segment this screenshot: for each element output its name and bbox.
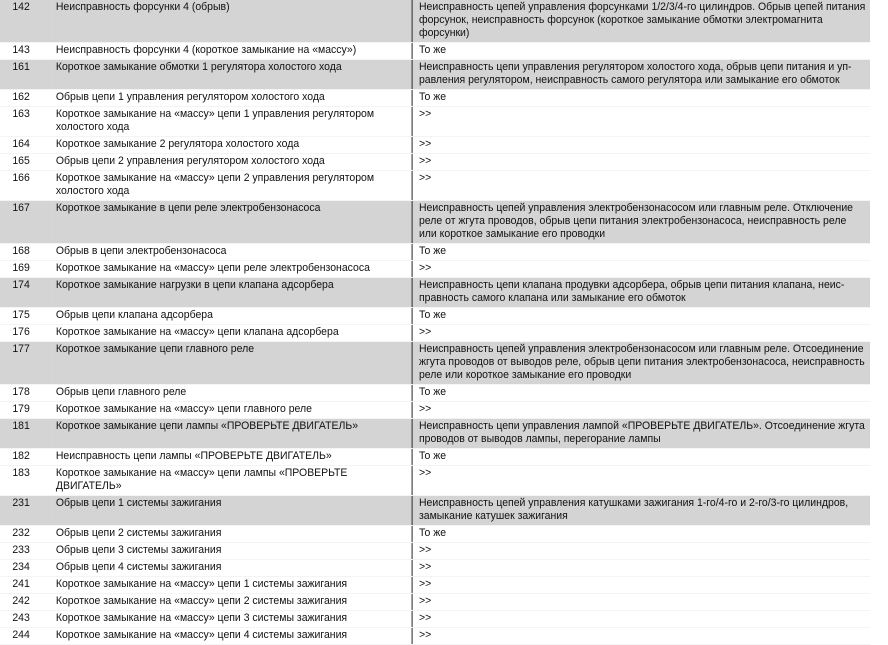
fault-description-cell: Неисправность цепи лампы «ПРОВЕРЬТЕ ДВИГАТЕЛЬ» [52,449,412,466]
probable-cause-cell: Неисправность цепей управления катушками зажигания 1-го/4-го и 2-го/3-го цилиндров, замыкание катушек зажигания [412,496,871,526]
fault-code-cell: 231 [0,496,52,526]
fault-description-cell: Короткое замыкание на «массу» цепи 1 управления регулятором холостого хода [52,107,412,137]
fault-description-cell: Короткое замыкание на «массу» цепи реле электробензонасоса [52,261,412,278]
table-row [0,611,870,628]
fault-code-cell: 165 [0,154,52,171]
fault-code-cell: 244 [0,628,52,645]
probable-cause-cell: >> [412,628,871,645]
fault-description-cell: Неисправность форсунки 4 (обрыв) [52,0,412,43]
fault-code-cell: 242 [0,594,52,611]
table-row [0,577,870,594]
fault-code-cell: 234 [0,560,52,577]
fault-description-cell: Обрыв цепи 4 системы зажигания [52,560,412,577]
table-row [0,0,870,43]
probable-cause-cell: То же [412,244,871,261]
probable-cause-cell: То же [412,308,871,325]
fault-description-cell: Короткое замыкание на «массу» цепи клапана адсорбера [52,325,412,342]
fault-code-cell: 241 [0,577,52,594]
table-row [0,201,870,244]
table-row [0,543,870,560]
fault-code-cell: 174 [0,278,52,308]
fault-code-cell: 183 [0,466,52,496]
fault-code-cell: 233 [0,543,52,560]
probable-cause-cell: Неисправность цепей управления форсунками 1/2/3/4-го цилиндров. Обрыв цепей питания форсунок, неисправность форсунок (короткое замыкание обмотки электромагнита форсунки) [412,0,871,43]
table-row [0,244,870,261]
probable-cause-cell: Неисправность цепи клапана продувки адсорбера, обрыв цепи питания клапана, неисправность самого клапана или замыкание его обмоток [412,278,871,308]
table-row [0,560,870,577]
fault-code-cell: 166 [0,171,52,201]
table-row [0,628,870,645]
fault-code-cell: 243 [0,611,52,628]
fault-description-cell: Короткое замыкание в цепи реле электробензонасоса [52,201,412,244]
probable-cause-cell: >> [412,325,871,342]
probable-cause-cell: Неисправность цепей управления электробензонасосом или главным реле. Отсоединение жгута проводов от выводов реле, обрыв цепи питания электробензонасоса, неисправность реле или короткое замыкание его проводки [412,342,871,385]
fault-code-cell: 232 [0,526,52,543]
fault-description-cell: Обрыв цепи 1 системы зажигания [52,496,412,526]
table-row [0,90,870,107]
fault-description-cell: Обрыв цепи главного реле [52,385,412,402]
fault-description-cell: Обрыв цепи 2 системы зажигания [52,526,412,543]
fault-description-cell: Короткое замыкание на «массу» цепи 2 управления регулятором холостого хода [52,171,412,201]
fault-code-cell: 177 [0,342,52,385]
fault-description-cell: Обрыв цепи 2 управления регулятором холостого хода [52,154,412,171]
fault-code-cell: 164 [0,137,52,154]
fault-code-cell: 178 [0,385,52,402]
probable-cause-cell: То же [412,385,871,402]
table-row [0,342,870,385]
table-row [0,154,870,171]
fault-description-cell: Короткое замыкание на «массу» цепи главного реле [52,402,412,419]
table-row [0,137,870,154]
table-row [0,107,870,137]
fault-description-cell: Обрыв цепи клапана адсорбера [52,308,412,325]
table-row [0,449,870,466]
table-row [0,594,870,611]
probable-cause-cell: >> [412,466,871,496]
table-row [0,171,870,201]
probable-cause-cell: >> [412,154,871,171]
fault-code-cell: 143 [0,43,52,60]
probable-cause-cell: То же [412,90,871,107]
probable-cause-cell: То же [412,526,871,543]
table-row [0,60,870,90]
probable-cause-cell: То же [412,449,871,466]
probable-cause-cell: То же [412,43,871,60]
fault-code-cell: 181 [0,419,52,449]
fault-code-cell: 163 [0,107,52,137]
table-row [0,261,870,278]
probable-cause-cell: >> [412,171,871,201]
table-row [0,419,870,449]
fault-code-cell: 161 [0,60,52,90]
fault-code-cell: 169 [0,261,52,278]
fault-description-cell: Короткое замыкание обмотки 1 регулятора холостого хода [52,60,412,90]
fault-description-cell: Короткое замыкание на «массу» цепи 1 системы зажигания [52,577,412,594]
table-row [0,466,870,496]
probable-cause-cell: >> [412,137,871,154]
probable-cause-cell: >> [412,402,871,419]
fault-code-cell: 142 [0,0,52,43]
fault-description-cell: Короткое замыкание на «массу» цепи 4 системы зажигания [52,628,412,645]
table-row [0,526,870,543]
fault-code-cell: 175 [0,308,52,325]
fault-description-cell: Обрыв в цепи электробензонасоса [52,244,412,261]
probable-cause-cell: >> [412,107,871,137]
fault-code-cell: 176 [0,325,52,342]
table-row [0,496,870,526]
probable-cause-cell: Неисправность цепи управления регулятором холостого хода, обрыв цепи питания и управления регулятором, неисправность самого регулятора или замыкание его обмоток [412,60,871,90]
table-row [0,402,870,419]
probable-cause-cell: >> [412,594,871,611]
probable-cause-cell: Неисправность цепи управления лампой «ПРОВЕРЬТЕ ДВИГАТЕЛЬ». Отсоединение жгута проводов от выводов лампы, перегорание лампы [412,419,871,449]
fault-code-cell: 162 [0,90,52,107]
fault-description-cell: Короткое замыкание 2 регулятора холостого хода [52,137,412,154]
probable-cause-cell: >> [412,611,871,628]
fault-description-cell: Короткое замыкание цепи главного реле [52,342,412,385]
fault-description-cell: Короткое замыкание на «массу» цепи лампы «ПРОВЕРЬТЕ ДВИГАТЕЛЬ» [52,466,412,496]
fault-description-cell: Короткое замыкание на «массу» цепи 2 системы зажигания [52,594,412,611]
fault-code-cell: 179 [0,402,52,419]
fault-description-cell: Обрыв цепи 1 управления регулятором холостого хода [52,90,412,107]
table-row [0,43,870,60]
table-row [0,278,870,308]
probable-cause-cell: Неисправность цепей управления электробензонасосом или главным реле. Отключение реле от жгута проводов, обрыв цепи питания электробензонасоса, неисправность реле или короткое замыкание его проводки [412,201,871,244]
fault-description-cell: Неисправность форсунки 4 (короткое замыкание на «массу») [52,43,412,60]
fault-description-cell: Короткое замыкание цепи лампы «ПРОВЕРЬТЕ ДВИГАТЕЛЬ» [52,419,412,449]
fault-description-cell: Короткое замыкание на «массу» цепи 3 системы зажигания [52,611,412,628]
fault-description-cell: Обрыв цепи 3 системы зажигания [52,543,412,560]
fault-code-cell: 182 [0,449,52,466]
table-row [0,385,870,402]
table-row [0,325,870,342]
fault-code-cell: 167 [0,201,52,244]
probable-cause-cell: >> [412,577,871,594]
probable-cause-cell: >> [412,543,871,560]
table-row [0,308,870,325]
probable-cause-cell: >> [412,261,871,278]
probable-cause-cell: >> [412,560,871,577]
fault-description-cell: Короткое замыкание нагрузки в цепи клапана адсорбера [52,278,412,308]
fault-code-cell: 168 [0,244,52,261]
